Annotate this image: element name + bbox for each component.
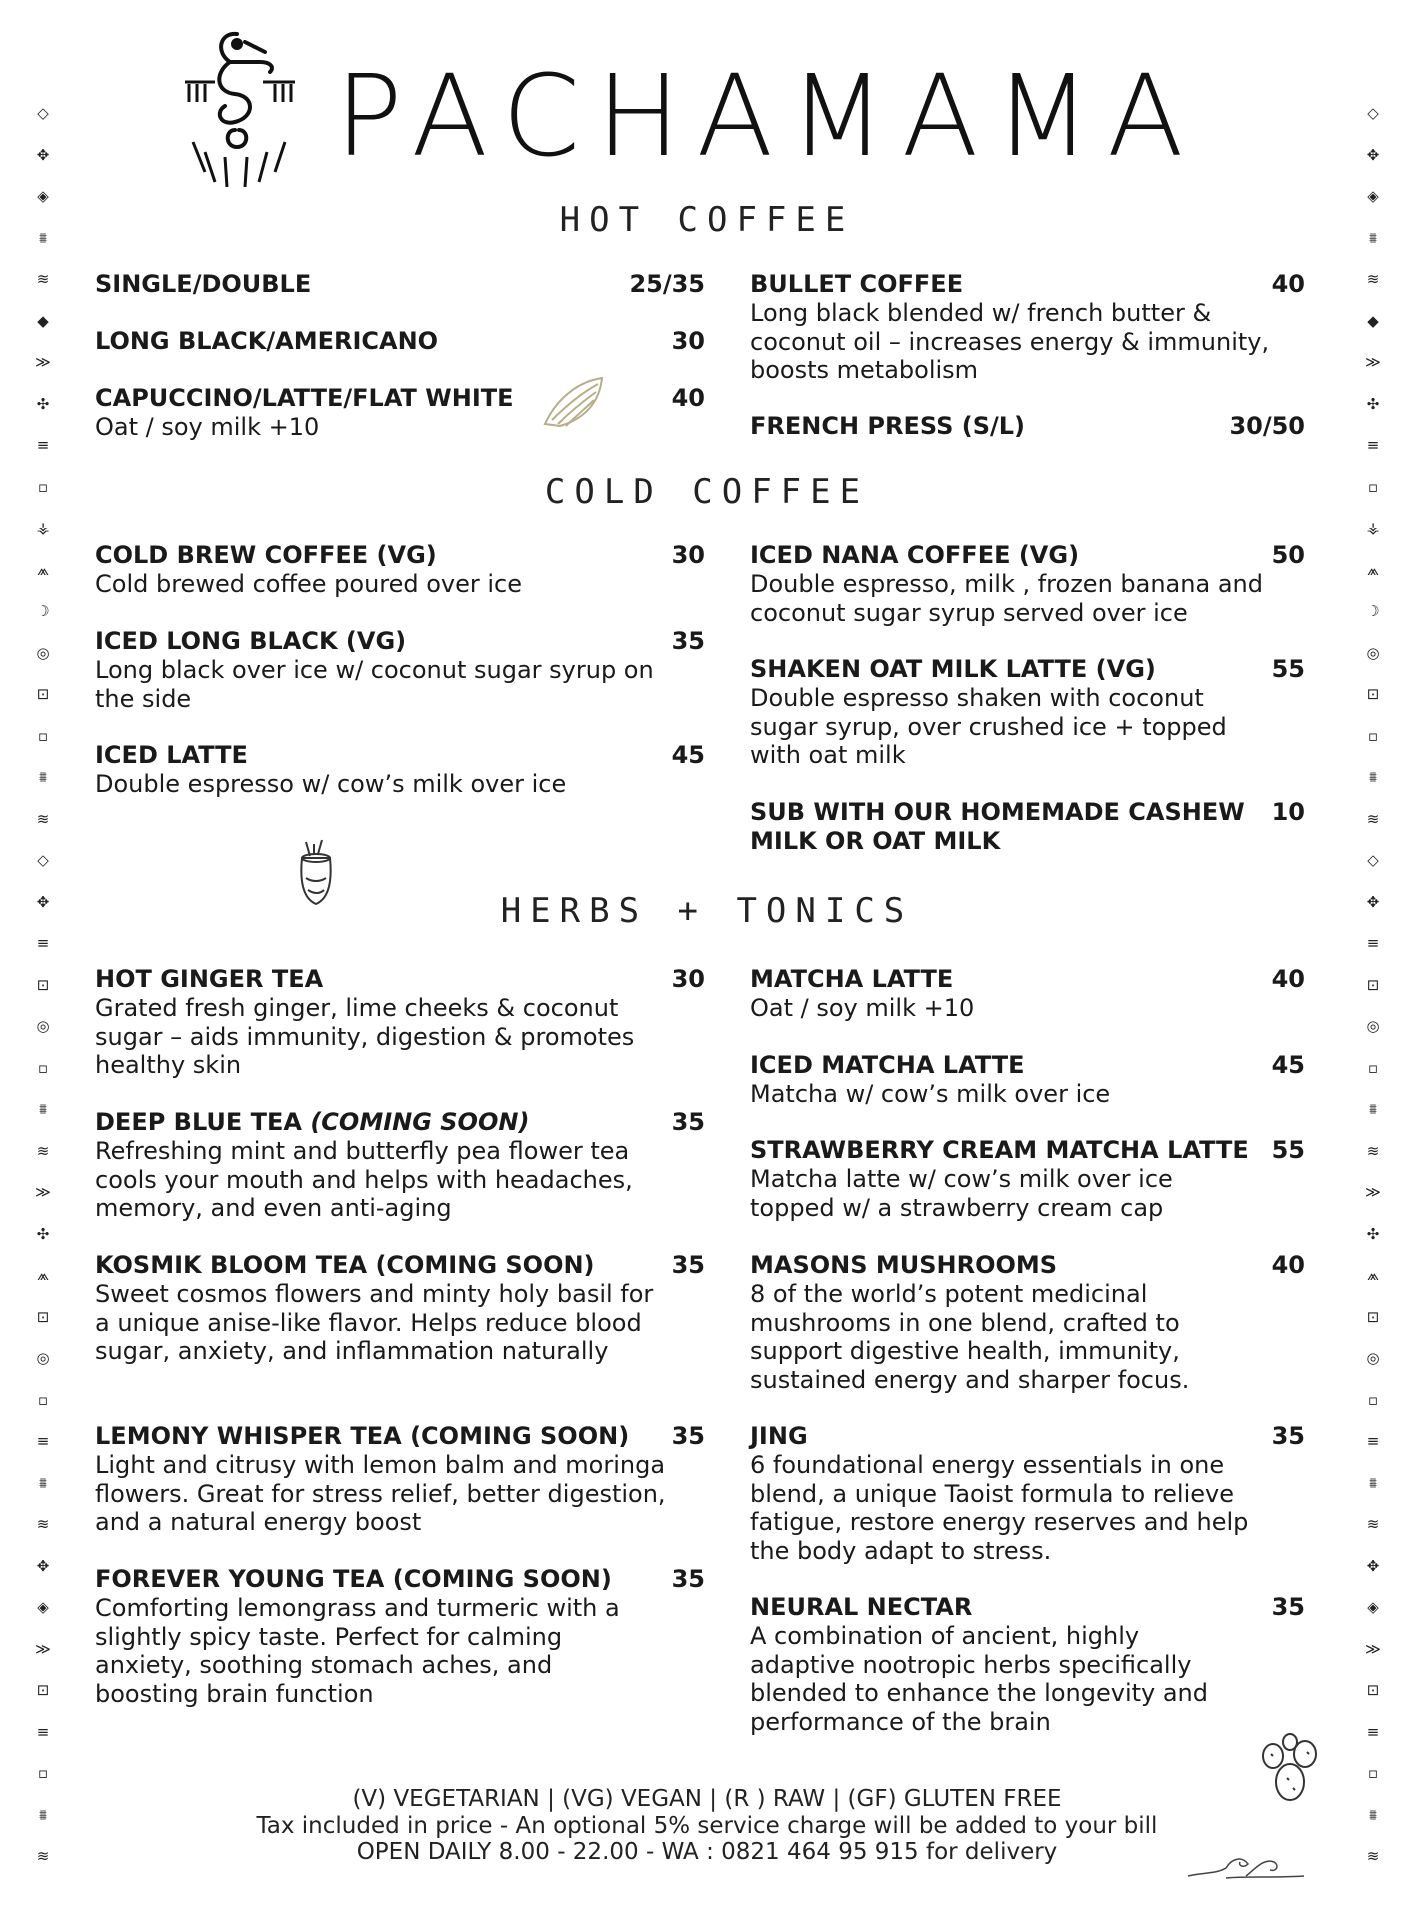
item-description: Double espresso, milk , frozen banana and coconut sugar syrup served over ice bbox=[750, 570, 1263, 627]
item-price: 30 bbox=[671, 327, 705, 355]
border-ornament-icon: ⩕ bbox=[37, 560, 49, 579]
border-ornament-icon: ⩩ bbox=[38, 228, 47, 247]
item-name: ICED LATTE bbox=[95, 741, 248, 769]
border-ornament-icon: ◎ bbox=[36, 1349, 50, 1367]
border-ornament-icon: ⩕ bbox=[1367, 560, 1379, 579]
border-ornament-icon: ≡ bbox=[36, 934, 50, 952]
item-description: Oat / soy milk +10 bbox=[95, 413, 320, 441]
herbs-tonics-title: HERBS + TONICS bbox=[500, 891, 914, 931]
item-price: 35 bbox=[671, 627, 705, 655]
item-description: Long black blended w/ french butter & coconut oil – increases energy & immunity, boosts metabolism bbox=[750, 299, 1270, 385]
cocktail-glass-icon bbox=[296, 838, 336, 908]
border-ornament-icon: ⊡ bbox=[36, 685, 50, 703]
hot-coffee-right-column bbox=[750, 270, 1305, 450]
border-ornament-icon: ⩩ bbox=[38, 768, 47, 786]
item-description: Long black over ice w/ coconut sugar syrup on the side bbox=[95, 656, 654, 713]
border-ornament-icon: ⊡ bbox=[1366, 685, 1380, 703]
menu-item bbox=[750, 1136, 1305, 1222]
border-ornament-icon: ◈ bbox=[37, 187, 49, 205]
border-ornament-icon: ✣ bbox=[1366, 394, 1380, 413]
border-ornament-icon: ✥ bbox=[1366, 892, 1380, 911]
menu-item bbox=[95, 1422, 705, 1537]
border-ornament-icon: ≫ bbox=[1365, 1639, 1381, 1658]
border-ornament-icon: ≋ bbox=[36, 1847, 50, 1865]
item-description: Matcha w/ cow’s milk over ice bbox=[750, 1080, 1111, 1108]
menu-item bbox=[95, 270, 705, 299]
item-name-text: DEEP BLUE TEA bbox=[95, 1108, 311, 1136]
item-description: Cold brewed coffee poured over ice bbox=[95, 570, 523, 598]
item-description: Sweet cosmos flowers and minty holy basil for a unique anise-like flavor. Helps reduce blood sugar, anxiety, and inflammation naturally bbox=[95, 1280, 654, 1366]
item-price: 35 bbox=[1271, 1422, 1305, 1450]
border-ornament-icon: ◎ bbox=[36, 1017, 50, 1035]
coming-soon-label: (COMING SOON) bbox=[310, 1108, 530, 1136]
item-name: NEURAL NECTAR bbox=[750, 1593, 973, 1621]
item-name: MASONS MUSHROOMS bbox=[750, 1251, 1058, 1279]
item-price: 25/35 bbox=[629, 270, 705, 298]
border-ornament-icon: ⩩ bbox=[1368, 1805, 1377, 1824]
border-ornament-icon: ⩩ bbox=[1368, 768, 1377, 786]
item-name: LONG BLACK/AMERICANO bbox=[95, 327, 439, 355]
border-ornament-icon: ≡ bbox=[36, 1722, 50, 1741]
item-name: STRAWBERRY CREAM MATCHA LATTE bbox=[750, 1136, 1249, 1164]
item-name: ICED LONG BLACK (VG) bbox=[95, 627, 407, 655]
brand-logo bbox=[175, 22, 1255, 192]
border-ornament-icon: ✣ bbox=[1366, 1224, 1380, 1243]
hot-coffee-title: HOT COFFEE bbox=[559, 200, 855, 240]
border-ornament-icon: ⊡ bbox=[36, 975, 50, 994]
border-ornament-icon: ≋ bbox=[1366, 1515, 1380, 1533]
item-price: 30/50 bbox=[1229, 412, 1305, 440]
herbs-right-column bbox=[750, 965, 1305, 1745]
opening-hours: OPEN DAILY 8.00 - 22.00 - WA : 0821 464 95 915 for delivery bbox=[356, 1839, 1058, 1865]
border-ornament-icon: ≡ bbox=[36, 436, 50, 454]
dietary-legend: (V) VEGETARIAN | (VG) VEGAN | (R ) RAW | (GF) GLUTEN FREE bbox=[352, 1786, 1062, 1812]
left-tribal-border bbox=[26, 105, 60, 1865]
item-price: 40 bbox=[1271, 965, 1305, 993]
border-ornament-icon: ◈ bbox=[1367, 187, 1379, 205]
menu-footer bbox=[0, 1786, 1414, 1866]
border-ornament-icon: ✥ bbox=[1366, 1556, 1380, 1575]
item-price: 45 bbox=[1271, 1051, 1305, 1079]
item-description: 6 foundational energy essentials in one blend, a unique Taoist formula to relieve fatigue, restore energy reserves and help the body adapt to stress. bbox=[750, 1451, 1249, 1565]
item-description: Oat / soy milk +10 bbox=[750, 994, 975, 1022]
border-ornament-icon: ▫ bbox=[1367, 726, 1379, 745]
border-ornament-icon: ≫ bbox=[1365, 353, 1381, 371]
item-price: 30 bbox=[671, 965, 705, 993]
right-tribal-border bbox=[1356, 105, 1390, 1865]
item-name: LEMONY WHISPER TEA (COMING SOON) bbox=[95, 1422, 630, 1450]
menu-item bbox=[750, 965, 1305, 1023]
item-name: FOREVER YOUNG TEA (COMING SOON) bbox=[95, 1565, 612, 1593]
border-ornament-icon: ▫ bbox=[37, 477, 49, 496]
item-name: CAPUCCINO/LATTE/FLAT WHITE bbox=[95, 384, 514, 412]
border-ornament-icon: ⩩ bbox=[38, 1100, 47, 1118]
item-name: HOT GINGER TEA bbox=[95, 965, 324, 993]
border-ornament-icon: ▫ bbox=[37, 726, 49, 745]
item-price: 10 bbox=[1271, 798, 1305, 826]
border-ornament-icon: ◎ bbox=[1366, 643, 1380, 662]
border-ornament-icon: ✥ bbox=[36, 145, 50, 164]
border-ornament-icon: ◇ bbox=[1367, 104, 1379, 122]
item-price: 40 bbox=[1271, 1251, 1305, 1279]
item-price: 35 bbox=[671, 1108, 705, 1136]
border-ornament-icon: ⩩ bbox=[38, 1473, 47, 1492]
item-description: Comforting lemongrass and turmeric with a slightly spicy taste. Perfect for calming anxiety, soothing stomach aches, and boosting brain function bbox=[95, 1594, 620, 1708]
item-price: 35 bbox=[671, 1251, 705, 1279]
border-ornament-icon: ≡ bbox=[1366, 934, 1380, 952]
item-price: 45 bbox=[671, 741, 705, 769]
menu-item bbox=[95, 965, 705, 1080]
item-description: Double espresso w/ cow’s milk over ice bbox=[95, 770, 567, 798]
item-description: Matcha latte w/ cow’s milk over ice topped w/ a strawberry cream cap bbox=[750, 1165, 1173, 1222]
border-ornament-icon: ◇ bbox=[37, 851, 49, 869]
item-price: 35 bbox=[671, 1565, 705, 1593]
cold-coffee-right-column bbox=[750, 541, 1305, 861]
item-name: ICED NANA COFFEE (VG) bbox=[750, 541, 1080, 569]
border-ornament-icon: ▫ bbox=[37, 1058, 49, 1077]
menu-item bbox=[750, 1593, 1305, 1736]
menu-item bbox=[750, 270, 1305, 385]
border-ornament-icon: ≋ bbox=[36, 809, 50, 828]
border-ornament-icon: ⊡ bbox=[1366, 1307, 1380, 1326]
menu-item bbox=[95, 741, 705, 799]
duck-totem-icon bbox=[175, 22, 305, 192]
cold-coffee-title: COLD COFFEE bbox=[544, 472, 870, 512]
menu-item bbox=[750, 1251, 1305, 1394]
menu-item bbox=[95, 541, 705, 599]
item-name: SINGLE/DOUBLE bbox=[95, 270, 312, 298]
border-ornament-icon: ≫ bbox=[35, 1639, 51, 1658]
item-name: FRENCH PRESS (S/L) bbox=[750, 412, 1026, 440]
border-ornament-icon: ☽ bbox=[36, 602, 50, 620]
border-ornament-icon: ≫ bbox=[35, 1183, 51, 1201]
seashell-icon bbox=[540, 372, 610, 430]
border-ornament-icon: ⩩ bbox=[1368, 1473, 1377, 1492]
item-price: 35 bbox=[671, 1422, 705, 1450]
border-ornament-icon: ⚶ bbox=[36, 519, 50, 537]
menu-item bbox=[95, 1565, 705, 1708]
border-ornament-icon: ⩕ bbox=[1367, 1266, 1379, 1284]
tax-note: Tax included in price - An optional 5% service charge will be added to your bill bbox=[256, 1812, 1158, 1839]
border-ornament-icon: ▫ bbox=[1367, 1390, 1379, 1409]
border-ornament-icon: ≋ bbox=[36, 1515, 50, 1533]
border-ornament-icon: ⩩ bbox=[1368, 1100, 1377, 1118]
menu-item bbox=[95, 1108, 705, 1223]
item-price: 55 bbox=[1271, 655, 1305, 683]
border-ornament-icon: ≋ bbox=[36, 270, 50, 288]
item-name: SUB WITH OUR HOMEMADE CASHEW MILK OR OAT MILK bbox=[750, 798, 1245, 855]
herbs-left-column bbox=[95, 965, 705, 1715]
border-ornament-icon: ◎ bbox=[1366, 1017, 1380, 1035]
item-price: 50 bbox=[1271, 541, 1305, 569]
border-ornament-icon: ⩩ bbox=[1368, 228, 1377, 247]
cold-coffee-left-column bbox=[95, 541, 705, 841]
border-ornament-icon: ≫ bbox=[35, 353, 51, 371]
border-ornament-icon: ▫ bbox=[1367, 1058, 1379, 1077]
border-ornament-icon: ⊡ bbox=[1366, 975, 1380, 994]
item-price: 30 bbox=[671, 541, 705, 569]
menu-item bbox=[750, 1051, 1305, 1109]
border-ornament-icon: ✥ bbox=[1366, 145, 1380, 164]
item-description: Light and citrusy with lemon balm and moringa flowers. Great for stress relief, better digestion, and a natural energy boost bbox=[95, 1451, 666, 1537]
border-ornament-icon: ⊡ bbox=[1366, 1681, 1380, 1699]
border-ornament-icon: ▫ bbox=[37, 1764, 49, 1782]
brand-wordmark: PACHAMAMA bbox=[335, 52, 1200, 182]
border-ornament-icon: ≡ bbox=[36, 1432, 50, 1450]
item-description: Double espresso shaken with coconut sugar syrup, over crushed ice + topped with oat milk bbox=[750, 684, 1227, 770]
item-name: BULLET COFFEE bbox=[750, 270, 964, 298]
menu-item bbox=[750, 541, 1305, 627]
item-name: JING bbox=[750, 1422, 808, 1450]
border-ornament-icon: ◈ bbox=[37, 1598, 49, 1616]
menu-item bbox=[95, 384, 705, 442]
border-ornament-icon: ≡ bbox=[1366, 1722, 1380, 1741]
item-name: SHAKEN OAT MILK LATTE (VG) bbox=[750, 655, 1156, 683]
menu-item bbox=[750, 412, 1305, 441]
border-ornament-icon: ✣ bbox=[36, 1224, 50, 1243]
border-ornament-icon: ◎ bbox=[1366, 1349, 1380, 1367]
border-ornament-icon: ⊡ bbox=[36, 1307, 50, 1326]
hot-coffee-left-column bbox=[95, 270, 705, 450]
menu-item bbox=[95, 627, 705, 713]
border-ornament-icon: ▫ bbox=[37, 1390, 49, 1409]
border-ornament-icon: ≋ bbox=[1366, 1847, 1380, 1865]
item-description: Grated fresh ginger, lime cheeks & coconut sugar – aids immunity, digestion & promotes healthy skin bbox=[95, 994, 635, 1080]
border-ornament-icon: ≋ bbox=[1366, 1141, 1380, 1160]
border-ornament-icon: ⩕ bbox=[37, 1266, 49, 1284]
item-name: MATCHA LATTE bbox=[750, 965, 954, 993]
border-ornament-icon: ≋ bbox=[1366, 270, 1380, 288]
menu-item bbox=[750, 655, 1305, 770]
item-description: Refreshing mint and butterfly pea flower tea cools your mouth and helps with headaches, memory, and even anti-aging bbox=[95, 1137, 633, 1223]
border-ornament-icon: ✥ bbox=[36, 1556, 50, 1575]
border-ornament-icon: ◈ bbox=[1367, 1598, 1379, 1616]
border-ornament-icon: ≫ bbox=[1365, 1183, 1381, 1201]
item-name: COLD BREW COFFEE (VG) bbox=[95, 541, 437, 569]
item-name: ICED MATCHA LATTE bbox=[750, 1051, 1025, 1079]
item-price: 55 bbox=[1271, 1136, 1305, 1164]
border-ornament-icon: ≋ bbox=[1366, 809, 1380, 828]
item-price: 40 bbox=[671, 384, 705, 412]
border-ornament-icon: ≡ bbox=[1366, 436, 1380, 454]
border-ornament-icon: ▫ bbox=[1367, 477, 1379, 496]
border-ornament-icon: ⊡ bbox=[36, 1681, 50, 1699]
item-description: A combination of ancient, highly adaptive nootropic herbs specifically blended to enhance the longevity and performance of the brain bbox=[750, 1622, 1209, 1736]
border-ornament-icon: ⩩ bbox=[38, 1805, 47, 1824]
menu-item bbox=[750, 798, 1305, 856]
menu-item bbox=[95, 327, 705, 356]
border-ornament-icon: ⚶ bbox=[1366, 519, 1380, 537]
menu-item bbox=[95, 1251, 705, 1366]
border-ornament-icon: ◆ bbox=[37, 311, 49, 330]
border-ornament-icon: ▫ bbox=[1367, 1764, 1379, 1782]
item-price: 35 bbox=[1271, 1593, 1305, 1621]
border-ornament-icon: ◆ bbox=[1367, 311, 1379, 330]
item-description: 8 of the world’s potent medicinal mushrooms in one blend, crafted to support digestive health, immunity, sustained energy and sharper focus. bbox=[750, 1280, 1190, 1394]
border-ornament-icon: ◇ bbox=[37, 104, 49, 122]
border-ornament-icon: ≋ bbox=[36, 1141, 50, 1160]
border-ornament-icon: ≡ bbox=[1366, 1432, 1380, 1450]
border-ornament-icon: ◎ bbox=[36, 643, 50, 662]
item-price: 40 bbox=[1271, 270, 1305, 298]
menu-item bbox=[750, 1422, 1305, 1565]
border-ornament-icon: ✥ bbox=[36, 892, 50, 911]
border-ornament-icon: ◇ bbox=[1367, 851, 1379, 869]
border-ornament-icon: ✣ bbox=[36, 394, 50, 413]
item-name bbox=[95, 1108, 529, 1137]
item-name: KOSMIK BLOOM TEA (COMING SOON) bbox=[95, 1251, 595, 1279]
border-ornament-icon: ☽ bbox=[1366, 602, 1380, 620]
